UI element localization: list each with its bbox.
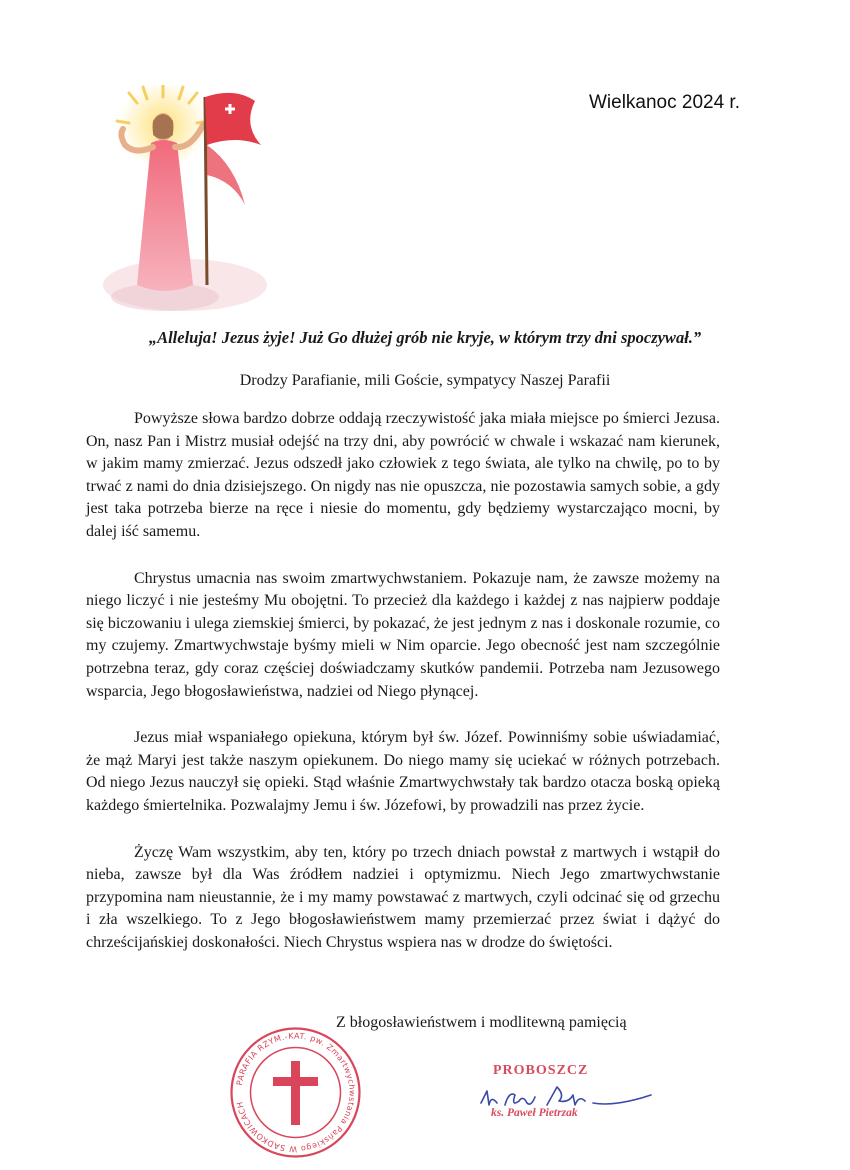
easter-quote: „Alleluja! Jezus żyje! Już Go dłużej grób nie kryje, w którym trzy dni spoczywał.” xyxy=(148,328,702,347)
greeting: Drodzy Parafianie, mili Goście, sympatycy Naszej Parafii xyxy=(239,372,611,389)
risen-christ-icon xyxy=(95,85,275,315)
signature-name: ks. Paweł Pietrzak xyxy=(491,1107,578,1119)
letter-date: Wielkanoc 2024 r. xyxy=(588,92,740,113)
paragraph: Życzę Wam wszystkim, aby ten, który po trzech dniach powstał z martwych i wstąpił do nieba, zawsze był dla Was źródłem nadziei i optymizmu. Niech Jego zmartwychwstanie przypomina nam nieustannie, że i my mamy powstawać z martwych, czyli odcinać się od grzechu i zła wszelkiego. To z Jego błogosławieństwem mamy przemierzać przez świat i dążyć do chrześcijańskiej doskonałości. Niech Chrystus wspiera nas w drodze do świętości. xyxy=(86,843,720,951)
parish-stamp-icon xyxy=(228,1025,363,1160)
letter-body xyxy=(86,408,720,978)
closing-line: Z błogosławieństwem i modlitewną pamięcią xyxy=(336,1014,627,1031)
stamp-text: PARAFIA RZYM.-KAT. pw. Zmartwychwstania Pańskiego W SADKOWICACH xyxy=(234,1031,357,1154)
paragraph: Jezus miał wspaniałego opiekuna, którym był św. Józef. Powinniśmy sobie uświadamiać, że mąż Maryi jest także naszym opiekunem. Do niego mamy się uciekać w różnych potrzebach. Od niego Jezus nauczył się opieki. Stąd właśnie Zmartwychwstały tak bardzo otacza boską opieką każdego śmiertelnika. Pozwalajmy Jemu i św. Józefowi, by prowadzili nas przez życie. xyxy=(86,729,720,814)
paragraph: Chrystus umacnia nas swoim zmartwychwstaniem. Pokazuje nam, że zawsze możemy na niego liczyć i nie jesteśmy Mu obojętni. To przecież dla każdego i każdej z nas najpierw poddaje się biczowaniu i ulega ziemskiej śmierci, by pokazać, że jest jednym z nas i doskonale rozumie, co my czujemy. Zmartwychwstaje byśmy mieli w Nim oparcie. Jego obecność jest nam szczególnie potrzebna teraz, gdy coraz częściej doświadczamy skutków pandemii. Potrzeba nam Jezusowego wsparcia, Jego błogosławieństwa, nadziei od Niego płynącej. xyxy=(86,569,720,700)
signature-title: PROBOSZCZ xyxy=(493,1063,589,1078)
paragraph: Powyższe słowa bardzo dobrze oddają rzeczywistość jaka miała miejsce po śmierci Jezusa. On, nasz Pan i Mistrz musiał odejść na trzy dni, aby powrócić w chwale i wskazać nam kierunek, w jakim mamy zmierzać. Jezus odszedł jako człowiek z tego świata, ale tylko na chwilę, po to by trwać z nami do dnia dzisiejszego. On nigdy nas nie opuszcza, nie pozostawia samych sobie, a gdy jest taka potrzeba bierze na ręce i niesie do momentu, gdy będziemy wystarczająco mocni, by dalej iść samemu. xyxy=(86,410,720,540)
signature-block xyxy=(475,1063,675,1153)
